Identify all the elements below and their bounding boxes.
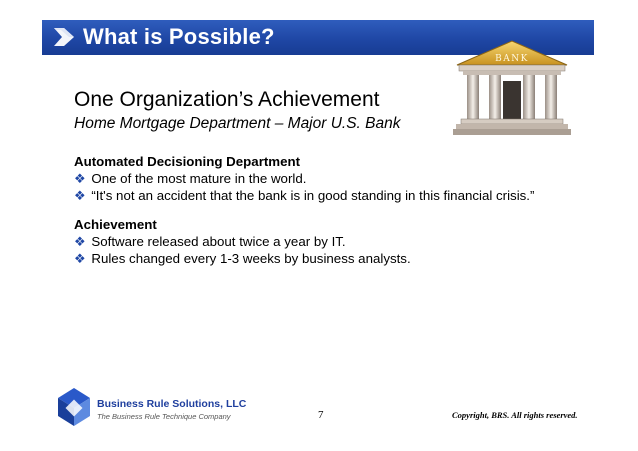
section-subheading: Home Mortgage Department – Major U.S. Bank [74,115,401,132]
section-achievement [74,216,411,267]
copyright-notice: Copyright, BRS. All rights reserved. [452,410,578,420]
list-item [74,233,411,250]
bullet-text: Rules changed every 1-3 weeks by business analysts. [91,251,411,266]
diamond-bullet-icon: ❖ [74,234,86,249]
diamond-bullet-icon: ❖ [74,251,86,266]
bank-sign-text: BANK [495,54,529,64]
list-item [74,187,534,204]
chevron-right-icon [52,26,76,48]
section-title: Achievement [74,217,157,232]
section-title: Automated Decisioning Department [74,154,301,169]
footer-tagline: The Business Rule Technique Company [97,412,231,421]
section-automated-decisioning [74,153,534,204]
bullet-text: Software released about twice a year by IT. [91,234,346,249]
bank-building-icon [453,39,572,137]
section-heading: One Organization’s Achievement [74,88,380,111]
footer-company-name: Business Rule Solutions, LLC [97,398,247,410]
page-number: 7 [318,409,324,421]
list-item [74,170,534,187]
company-logo-icon [58,388,90,426]
list-item [74,250,411,267]
bullet-text: “It's not an accident that the bank is in good standing in this financial crisis.” [91,188,535,203]
slide-title: What is Possible? [83,24,275,49]
diamond-bullet-icon: ❖ [74,171,86,186]
bullet-text: One of the most mature in the world. [91,171,307,186]
diamond-bullet-icon: ❖ [74,188,86,203]
